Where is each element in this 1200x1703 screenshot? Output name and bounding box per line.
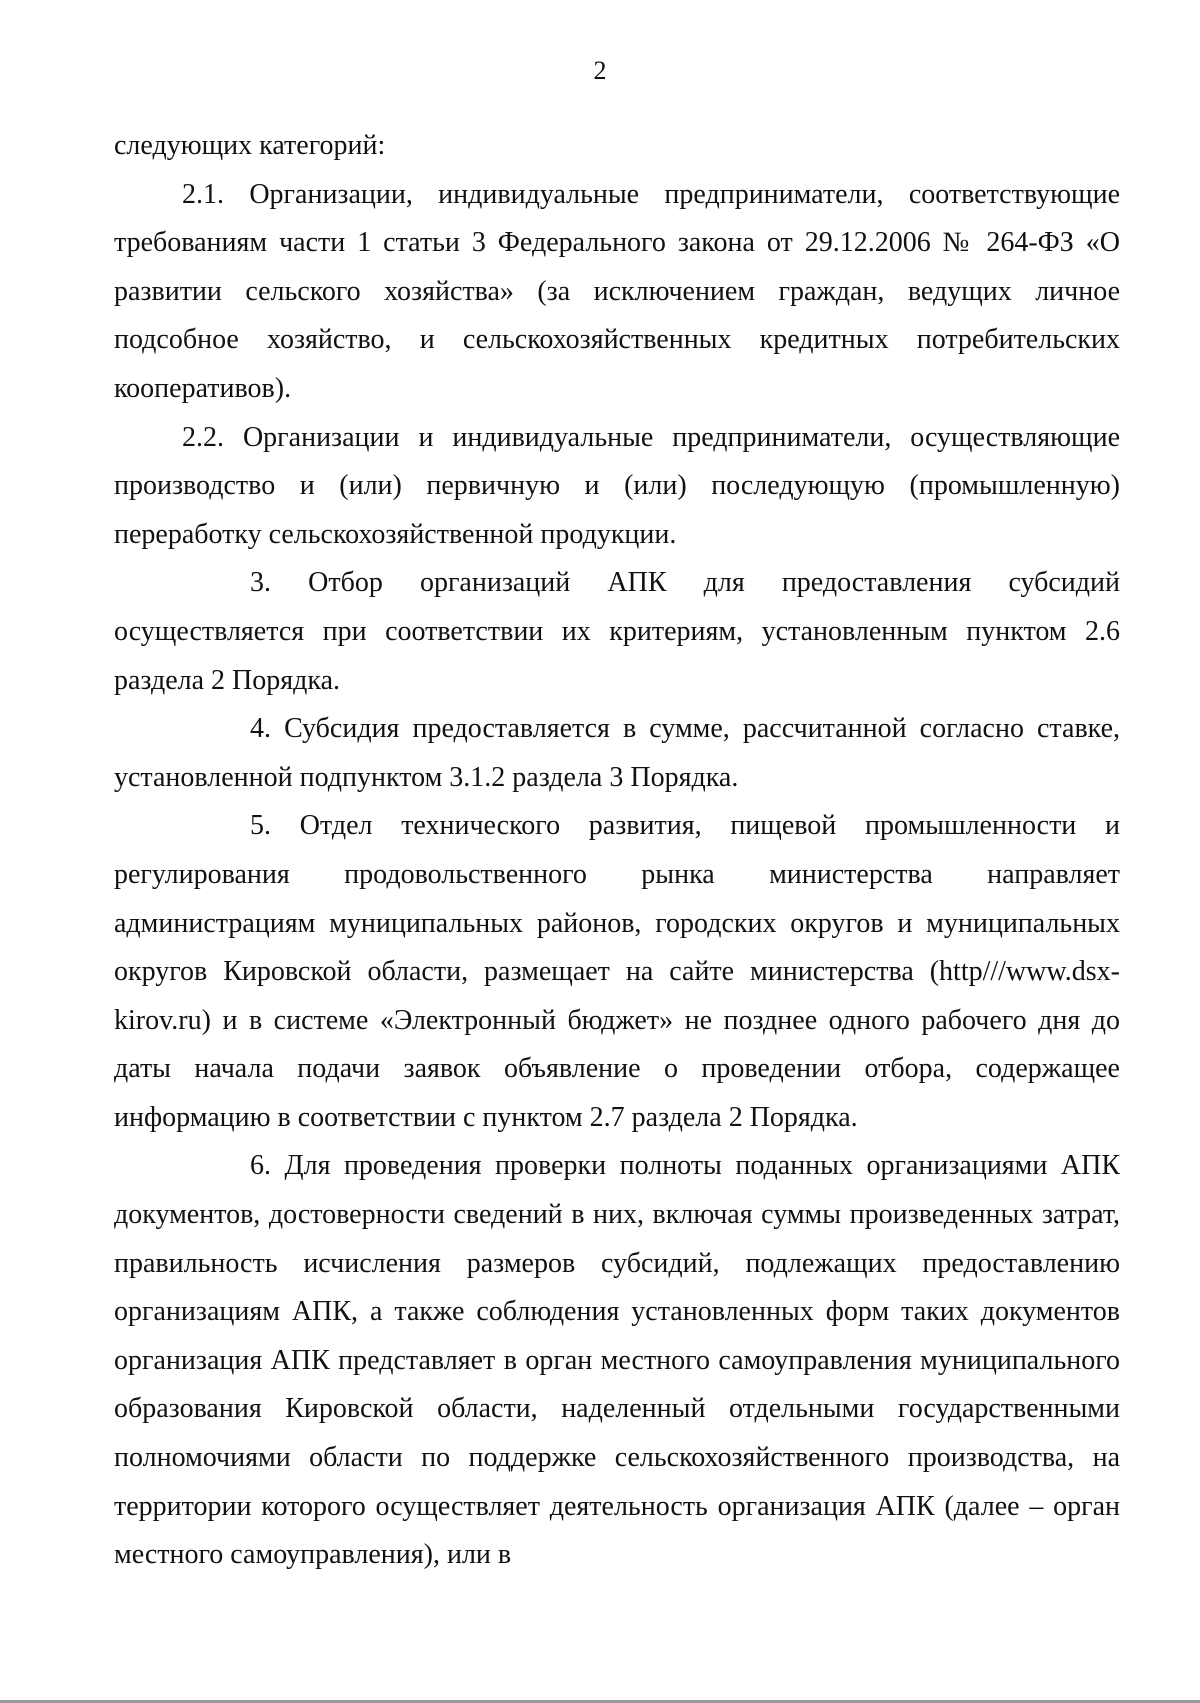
paragraph-4 <box>114 705 1120 802</box>
document-body <box>114 122 1120 1580</box>
paragraph-4-text: Субсидия предоставляется в сумме, рассчитанной согласно ставке, установленной подпунктом 3.1.2 раздела 3 Порядка. <box>114 713 1120 793</box>
paragraph-3 <box>114 559 1120 705</box>
paragraph-2-1: 2.1. Организации, индивидуальные предприниматели, соответствующие требованиям части 1 статьи 3 Федерального закона от 29.12.2006 № 264-ФЗ «О развитии сельского хозяйства» (за исключением граждан, ведущих личное подсобное хозяйство, и сельскохозяйственных кредитных потребительских кооперативов). <box>114 178 1120 404</box>
paragraph-4-number: 4. <box>250 713 271 745</box>
paragraph-6-text: Для проведения проверки полноты поданных организациями АПК документов, достоверности сведений в них, включая суммы произведенных затрат, правильность исчисления размеров субсидий, подлежащих предоставлению организациям АПК, а также соблюдения установленных форм таких документов организация АПК представляет в орган местного самоуправления муниципального образования Кировской области, наделенный отдельными государственными полномочиями области по поддержке сельскохозяйственного производства, на территории которого осуществляет деятельность организация АПК (далее – орган местного самоуправления), или в <box>114 1150 1120 1571</box>
page-number: 2 <box>593 56 607 85</box>
paragraph-3-text: Отбор организаций АПК для предоставления субсидий осуществляется при соответствии их критериям, установленным пунктом 2.6 раздела 2 Порядка. <box>114 567 1121 696</box>
paragraph-3-number: 3. <box>250 567 271 599</box>
paragraph-5 <box>114 802 1120 1142</box>
paragraph-5-number: 5. <box>250 810 271 842</box>
paragraph-6-number: 6. <box>250 1150 271 1182</box>
paragraph-intro: следующих категорий: <box>114 130 386 161</box>
paragraph-6 <box>114 1142 1120 1579</box>
paragraph-5-text: Отдел технического развития, пищевой промышленности и регулирования продовольственного рынка министерства направляет администрациям муниципальных районов, городских округов и муниципальных округов Кировской области, размещает на сайте министерства (http///www.dsx-kirov.ru) и в системе «Электронный бюджет» не позднее одного рабочего дня до даты начала подачи заявок объявление о проведении отбора, содержащее информацию в соответствии с пунктом 2.7 раздела 2 Порядка. <box>114 810 1121 1133</box>
paragraph-2-2: 2.2. Организации и индивидуальные предприниматели, осуществляющие производство и (или) первичную и (или) последующую (промышленную) переработку сельскохозяйственной продукции. <box>114 421 1120 550</box>
